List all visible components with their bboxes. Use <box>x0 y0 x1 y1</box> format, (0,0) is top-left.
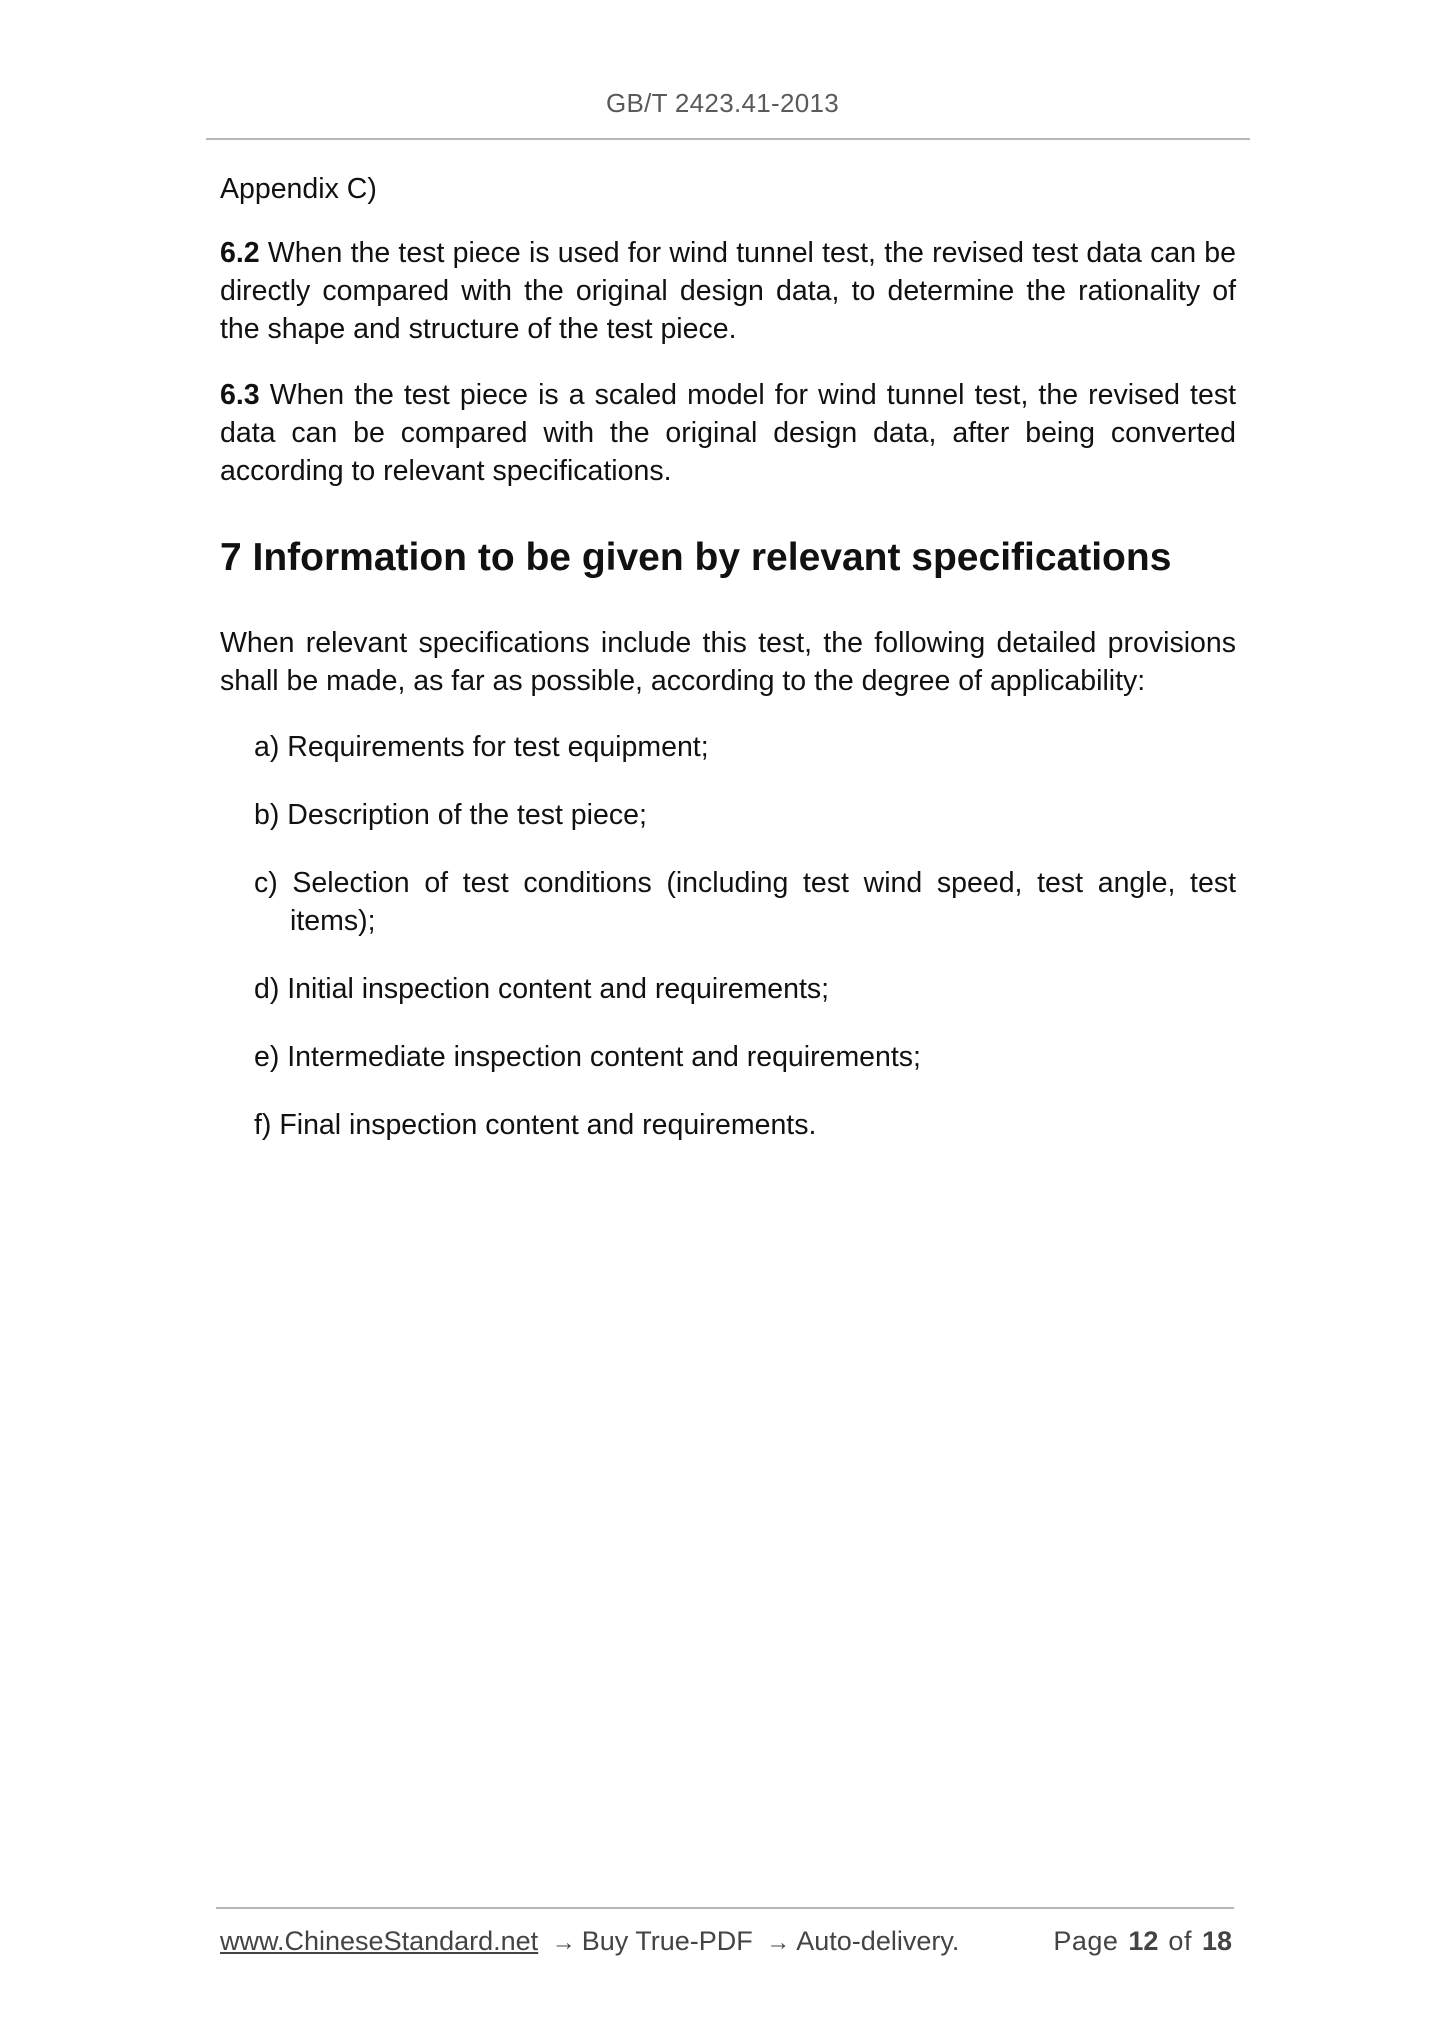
clause-6-2 <box>220 234 1236 348</box>
footer-divider <box>216 1907 1234 1909</box>
list-item: a) Requirements for test equipment; <box>254 731 709 763</box>
clause-text: When the test piece is a scaled model for wind tunnel test, the revised test data can be compared with the original design data, after being converted according to relevant specifications. <box>220 379 1236 487</box>
list-item: b) Description of the test piece; <box>254 799 647 831</box>
page-label: Page <box>1053 1926 1119 1956</box>
page-body <box>220 170 1236 1174</box>
delivery-text: Auto-delivery. <box>796 1926 960 1956</box>
list-item: f) Final inspection content and requirements. <box>254 1109 817 1141</box>
arrow-right-icon: → <box>551 1929 576 1956</box>
list-item: d) Initial inspection content and requirements; <box>254 973 830 1005</box>
header-divider <box>206 138 1250 140</box>
clause-number: 6.2 <box>220 237 260 269</box>
clause-text: When the test piece is used for wind tunnel test, the revised test data can be directly compared with the original design data, to determine the rationality of the shape and structure of the test piece. <box>220 237 1236 345</box>
list-item: c) Selection of test conditions (including test wind speed, test angle, test items); <box>254 867 1236 937</box>
continuation-text: Appendix C) <box>220 173 377 205</box>
list-item: e) Intermediate inspection content and requirements; <box>254 1041 921 1073</box>
provisions-list <box>220 728 1236 1144</box>
clause-6-3 <box>220 376 1236 490</box>
page-total: 18 <box>1201 1926 1232 1956</box>
clause-number: 6.3 <box>220 379 260 411</box>
page-indicator <box>1053 1926 1232 1957</box>
page-of-label: of <box>1168 1926 1192 1956</box>
section-heading: 7 Information to be given by relevant specifications <box>220 536 1172 579</box>
page-header-title: GB/T 2423.41-2013 <box>605 88 839 118</box>
section-intro: When relevant specifications include this test, the following detailed provisions shall be made, as far as possible, according to the degree of applicability: <box>220 627 1236 697</box>
footer-promo <box>220 1926 959 1957</box>
page-current: 12 <box>1128 1926 1159 1956</box>
website-link[interactable]: www.ChineseStandard.net <box>220 1926 539 1956</box>
buy-text: Buy True-PDF <box>581 1926 753 1956</box>
arrow-right-icon: → <box>766 1929 791 1956</box>
page-footer <box>220 1926 1232 1957</box>
